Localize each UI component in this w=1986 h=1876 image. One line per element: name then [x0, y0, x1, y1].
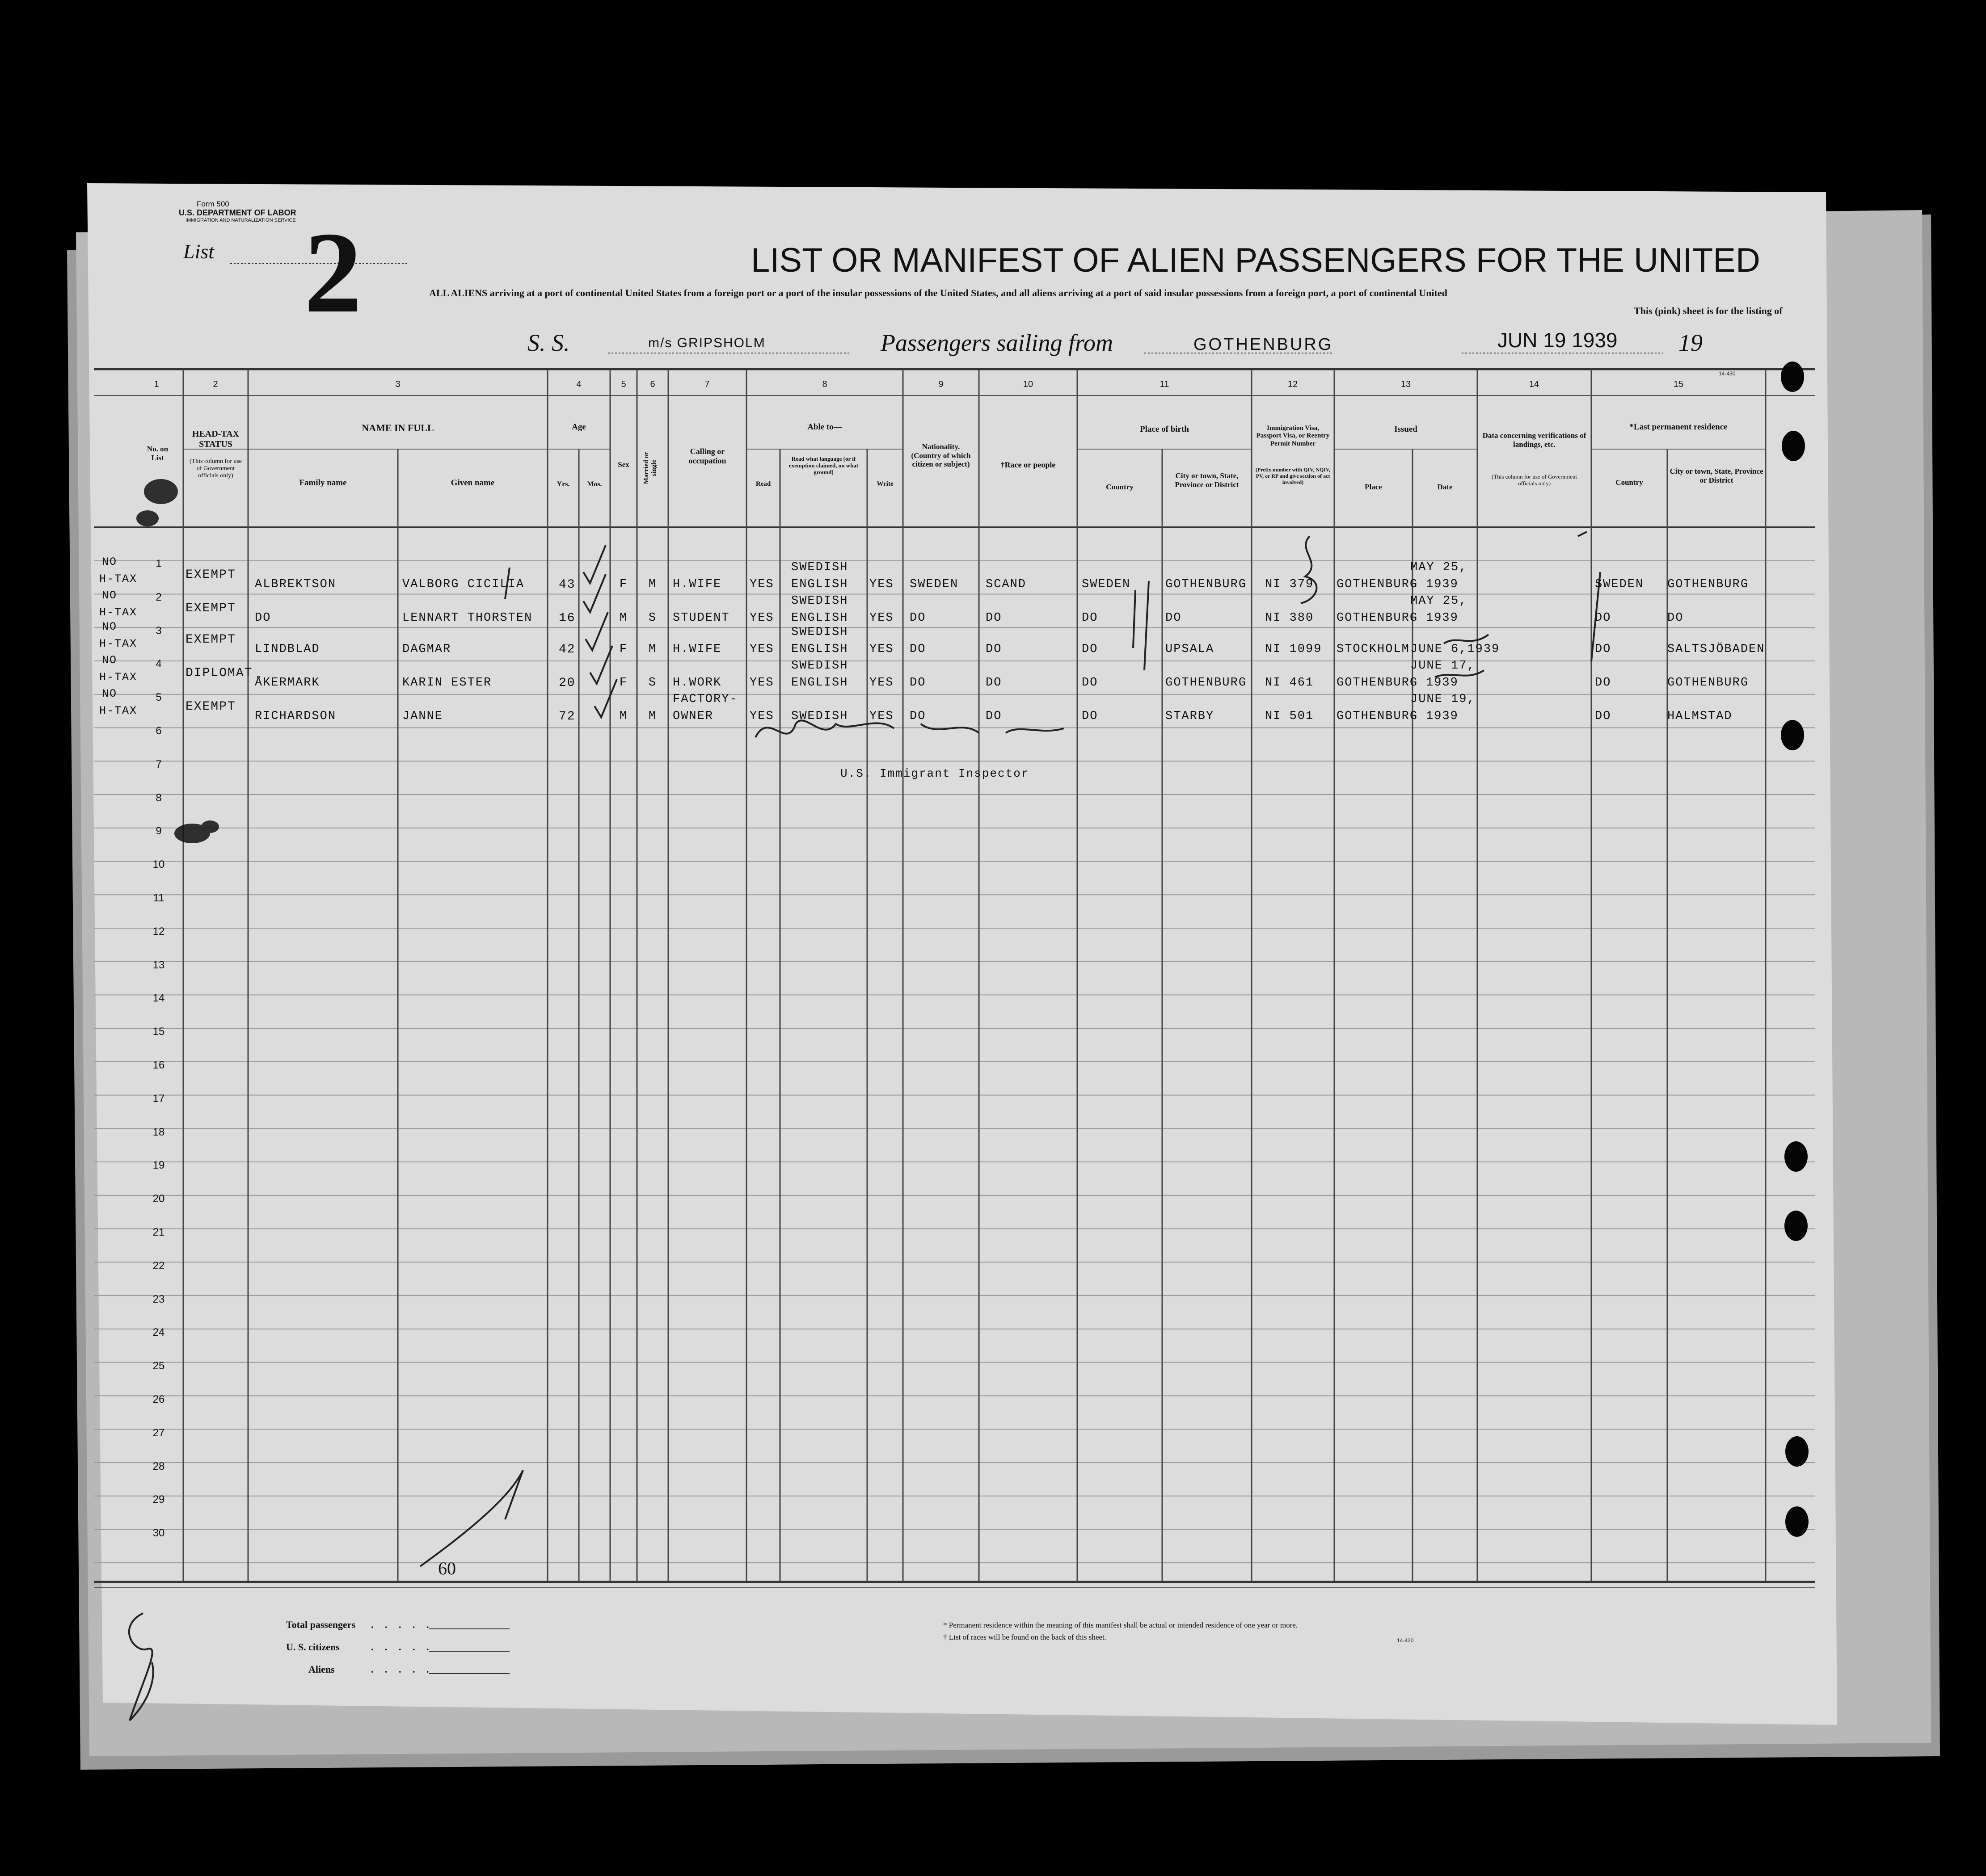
column-number: 4	[576, 379, 582, 389]
total-passengers-label: Total passengers	[286, 1619, 356, 1630]
page-subtitle-2: This (pink) sheet is for the listing of	[1634, 305, 1783, 316]
column-number: 8	[822, 379, 827, 389]
residence-city: DO	[1667, 611, 1684, 625]
residence-country: DO	[1595, 643, 1611, 656]
issued-place: STOCKHOLM	[1337, 643, 1410, 656]
race: DO	[986, 710, 1002, 723]
line-number: 4	[156, 658, 162, 670]
line-number: 20	[152, 1193, 165, 1205]
issued-date: 1939	[1426, 578, 1459, 591]
header-no-on-list: No. on List	[147, 445, 169, 462]
header-read: Read	[755, 480, 771, 488]
column-number: 12	[1287, 379, 1298, 389]
head-tax-flag: NO	[102, 687, 118, 700]
header-head-tax: HEAD-TAX STATUS	[192, 429, 240, 449]
head-tax-flag: NO	[102, 620, 118, 633]
birth-city: STARBY	[1165, 710, 1214, 723]
line-number: 12	[152, 925, 165, 938]
line-number: 24	[152, 1326, 165, 1339]
birth-city: DO	[1165, 611, 1182, 625]
header-race: †Race or people	[1000, 460, 1056, 469]
residence-country: DO	[1595, 676, 1611, 690]
tally-count: 60	[438, 1558, 456, 1578]
header-family-name: Family name	[299, 478, 347, 488]
birth-country: DO	[1082, 611, 1098, 625]
line-number: 9	[156, 825, 162, 837]
visa-number: NI 501	[1265, 710, 1314, 723]
column-number: 9	[938, 379, 944, 389]
residence-city: HALMSTAD	[1667, 710, 1733, 723]
issued-place: GOTHENBURG	[1337, 710, 1418, 723]
head-tax-flag: H-TAX	[99, 572, 138, 585]
age-years: 20	[559, 676, 576, 690]
header-visa-note: (Prefix number with QIV, NQIV, PV, or RP and give section of act involved)	[1255, 467, 1331, 485]
can-read: YES	[750, 578, 774, 591]
race: DO	[986, 676, 1002, 690]
header-issued-date: Date	[1437, 483, 1453, 491]
family-name: RICHARDSON	[255, 710, 337, 723]
marital-status: S	[648, 676, 657, 690]
header-res-country: Country	[1615, 478, 1643, 487]
family-name: ALBREKTSON	[255, 578, 337, 591]
race: DO	[986, 643, 1002, 656]
age-years: 72	[559, 710, 576, 723]
header-sex: Sex	[618, 460, 629, 469]
read-language: SWEDISH	[791, 710, 848, 723]
marital-status: M	[648, 710, 657, 723]
can-read: YES	[750, 611, 774, 625]
column-number: 11	[1160, 379, 1169, 389]
sex: F	[619, 643, 628, 656]
column-number: 7	[704, 379, 710, 389]
aliens-label: Aliens	[308, 1664, 335, 1675]
header-able-to: Able to—	[807, 422, 842, 432]
header-birth-city: City or town, State, Province or District	[1175, 471, 1239, 489]
header-married: Married or single	[642, 452, 658, 484]
visa-number: NI 379	[1265, 578, 1314, 591]
sailing-port: GOTHENBURG	[1193, 335, 1333, 354]
read-language: ENGLISH	[791, 578, 848, 591]
given-name: VALBORG CICILIA	[402, 578, 525, 591]
marital-status: M	[648, 578, 657, 591]
marital-status: M	[648, 643, 657, 656]
birth-country: SWEDEN	[1082, 578, 1131, 591]
column-number: 15	[1673, 379, 1684, 389]
footnote-races: † List of races will be found on the back of this sheet.	[943, 1633, 1106, 1641]
column-number: 13	[1400, 379, 1411, 389]
occupation: STUDENT	[673, 611, 730, 625]
column-number: 5	[621, 379, 626, 389]
sex: M	[619, 710, 628, 723]
line-number: 15	[152, 1026, 165, 1038]
header-head-tax-note: (This column for use of Government officials only)	[189, 458, 242, 480]
header-yrs: Yrs.	[557, 480, 570, 488]
read-language: SWEDISH	[791, 561, 848, 574]
sailing-label: Passengers sailing from	[881, 329, 1113, 356]
line-number: 7	[156, 758, 162, 770]
read-language: ENGLISH	[791, 611, 848, 625]
occupation: FACTORY-	[673, 693, 738, 706]
issued-date: 1939	[1426, 676, 1459, 690]
footnote-residence: * Permanent residence within the meaning of this manifest shall be actual or intended residence of one year or more.	[943, 1621, 1298, 1629]
dot-leader: . . . . .	[371, 1641, 434, 1653]
column-number: 6	[650, 379, 655, 389]
head-tax-flag: H-TAX	[99, 606, 138, 619]
visa-number: NI 380	[1265, 611, 1314, 625]
dot-leader: . . . . .	[371, 1664, 434, 1675]
birth-country: DO	[1082, 710, 1098, 723]
occupation: H.WIFE	[673, 578, 722, 591]
head-tax-status: EXEMPT	[186, 700, 236, 714]
nationality: DO	[910, 676, 926, 690]
given-name: KARIN ESTER	[402, 676, 492, 690]
can-read: YES	[750, 676, 774, 690]
head-tax-flag: NO	[102, 589, 118, 602]
line-number: 27	[152, 1426, 165, 1439]
family-name: ÅKERMARK	[255, 676, 320, 690]
visa-number: NI 461	[1265, 676, 1314, 690]
sex: F	[619, 676, 628, 690]
line-number: 10	[152, 858, 165, 871]
race: DO	[986, 611, 1002, 625]
line-number: 2	[156, 591, 162, 603]
family-name: DO	[255, 611, 271, 625]
issued-date: JUNE 6,1939	[1410, 643, 1500, 656]
marital-status: S	[648, 611, 657, 625]
line-number: 11	[153, 892, 164, 904]
head-tax-flag: H-TAX	[99, 671, 138, 684]
header-nationality: Nationality. (Country of which citizen or subject)	[911, 442, 971, 469]
line-number: 1	[156, 558, 162, 570]
read-language: ENGLISH	[791, 643, 848, 656]
can-write: YES	[869, 578, 894, 591]
column-number: 1	[154, 379, 159, 389]
line-number: 5	[156, 691, 162, 704]
list-number: 2	[304, 208, 362, 337]
age-years: 42	[559, 643, 576, 656]
line-number: 23	[152, 1293, 165, 1305]
header-res-city: City or town, State, Province or District	[1670, 467, 1763, 484]
can-write: YES	[869, 676, 894, 690]
residence-country: SWEDEN	[1595, 578, 1644, 591]
occupation: OWNER	[673, 710, 714, 723]
head-tax-status: EXEMPT	[186, 568, 236, 582]
line-number: 16	[152, 1059, 165, 1071]
column-number: 14	[1529, 379, 1539, 389]
residence-country: DO	[1595, 611, 1611, 625]
issued-date: 1939	[1426, 611, 1459, 625]
year-prefix: 19	[1678, 329, 1703, 356]
header-mos: Mos.	[587, 480, 602, 488]
inspector-label: U.S. Immigrant Inspector	[840, 767, 1029, 780]
header-last-residence: *Last permanent residence	[1629, 422, 1728, 432]
header-verification: Data concerning verifications of landings, etc.	[1482, 431, 1586, 449]
visa-number: NI 1099	[1265, 643, 1322, 656]
residence-city: SALTSJÖBADEN	[1667, 643, 1765, 656]
issued-date: JUNE 19,	[1410, 693, 1476, 706]
can-read: YES	[750, 710, 774, 723]
line-number: 18	[152, 1126, 165, 1138]
head-tax-flag: H-TAX	[99, 704, 138, 717]
ship-name: m/s GRIPSHOLM	[648, 336, 766, 350]
issued-date: MAY 25,	[1410, 561, 1467, 574]
header-birth-country: Country	[1106, 483, 1134, 491]
footer-code: 14-430	[1397, 1637, 1414, 1644]
list-label: List	[183, 240, 215, 263]
can-write: YES	[869, 710, 894, 723]
sex: M	[619, 611, 628, 625]
header-issued: Issued	[1394, 425, 1417, 434]
head-tax-status: DIPLOMAT	[186, 666, 253, 680]
head-tax-flag: NO	[102, 555, 118, 568]
head-tax-flag: NO	[102, 654, 118, 667]
header-write: Write	[877, 480, 894, 488]
issued-place: GOTHENBURG	[1337, 611, 1418, 625]
nationality: DO	[910, 611, 926, 625]
line-number: 13	[152, 959, 165, 971]
head-tax-status: EXEMPT	[186, 601, 236, 615]
read-language: SWEDISH	[791, 626, 848, 639]
header-read-language: Read what language [or if exemption claimed, on what ground]	[788, 455, 859, 475]
read-language: ENGLISH	[791, 676, 848, 690]
line-number: 30	[152, 1527, 165, 1539]
header-calling: Calling or occupation	[688, 447, 726, 465]
line-number: 28	[152, 1460, 165, 1472]
can-write: YES	[869, 643, 894, 656]
residence-city: GOTHENBURG	[1667, 578, 1749, 591]
line-number: 17	[152, 1092, 165, 1105]
given-name: LENNART THORSTEN	[402, 611, 533, 625]
header-verification-note: (This column for use of Government officials only)	[1492, 473, 1577, 487]
line-number: 3	[156, 624, 162, 637]
line-number: 14	[152, 992, 165, 1005]
header-issued-place: Place	[1365, 483, 1382, 491]
nationality: SWEDEN	[910, 578, 959, 591]
header-age: Age	[572, 422, 586, 432]
residence-city: GOTHENBURG	[1667, 676, 1749, 690]
issued-place: GOTHENBURG	[1337, 676, 1418, 690]
form-number: Form 500	[197, 200, 229, 208]
header-place-of-birth: Place of birth	[1140, 425, 1189, 434]
date-stamp: JUN 19 1939	[1497, 328, 1618, 352]
line-number: 25	[152, 1360, 165, 1372]
line-number: 22	[152, 1259, 165, 1272]
birth-city: UPSALA	[1165, 643, 1214, 656]
nationality: DO	[910, 710, 926, 723]
line-number: 21	[152, 1226, 165, 1238]
line-number: 6	[156, 725, 162, 737]
line-number: 19	[152, 1159, 165, 1172]
line-number: 26	[152, 1393, 165, 1405]
header-name-in-full: NAME IN FULL	[362, 422, 434, 433]
birth-city: GOTHENBURG	[1165, 578, 1247, 591]
can-write: YES	[869, 611, 894, 625]
ss-label: S. S.	[527, 329, 570, 356]
read-language: SWEDISH	[791, 659, 848, 673]
column-number: 3	[395, 379, 401, 389]
family-name: LINDBLAD	[255, 643, 320, 656]
us-citizens-label: U. S. citizens	[286, 1641, 340, 1653]
can-read: YES	[750, 643, 774, 656]
sex: F	[619, 578, 628, 591]
nationality: DO	[910, 643, 926, 656]
dot-leader: . . . . .	[371, 1619, 434, 1630]
occupation: H.WIFE	[673, 643, 722, 656]
occupation: H.WORK	[673, 676, 722, 690]
issued-place: GOTHENBURG	[1337, 578, 1418, 591]
birth-country: DO	[1082, 676, 1098, 690]
page-subtitle: ALL ALIENS arriving at a port of continental United States from a foreign port or a port of the insular possessions of the United States, and all aliens arriving at a port of said insular possessions from a foreign port, a port of continental United	[429, 287, 1447, 299]
age-years: 16	[559, 611, 576, 625]
issued-date: MAY 25,	[1410, 594, 1467, 608]
birth-country: DO	[1082, 643, 1098, 656]
given-name: DAGMAR	[402, 643, 451, 656]
age-years: 43	[559, 578, 576, 592]
header-given-name: Given name	[451, 478, 495, 488]
line-number: 29	[152, 1493, 165, 1506]
line-number: 8	[156, 791, 162, 804]
read-language: SWEDISH	[791, 594, 848, 608]
form-code: 14-430	[1719, 370, 1736, 377]
header-visa: Immigration Visa, Passport Visa, or Reentry Permit Number	[1256, 425, 1330, 447]
head-tax-flag: H-TAX	[99, 637, 138, 650]
department-label: U.S. DEPARTMENT OF LABOR	[179, 208, 296, 217]
residence-country: DO	[1595, 710, 1611, 723]
given-name: JANNE	[402, 710, 443, 723]
birth-city: GOTHENBURG	[1165, 676, 1247, 690]
column-number: 2	[213, 379, 218, 389]
issued-date: JUNE 17,	[1410, 659, 1476, 673]
head-tax-status: EXEMPT	[186, 633, 236, 647]
service-label: IMMIGRATION AND NATURALIZATION SERVICE	[186, 218, 296, 223]
column-number: 10	[1023, 379, 1033, 389]
issued-date: 1939	[1426, 710, 1459, 723]
page-title: LIST OR MANIFEST OF ALIEN PASSENGERS FOR THE UNITED	[751, 241, 1760, 279]
race: SCAND	[986, 578, 1027, 591]
